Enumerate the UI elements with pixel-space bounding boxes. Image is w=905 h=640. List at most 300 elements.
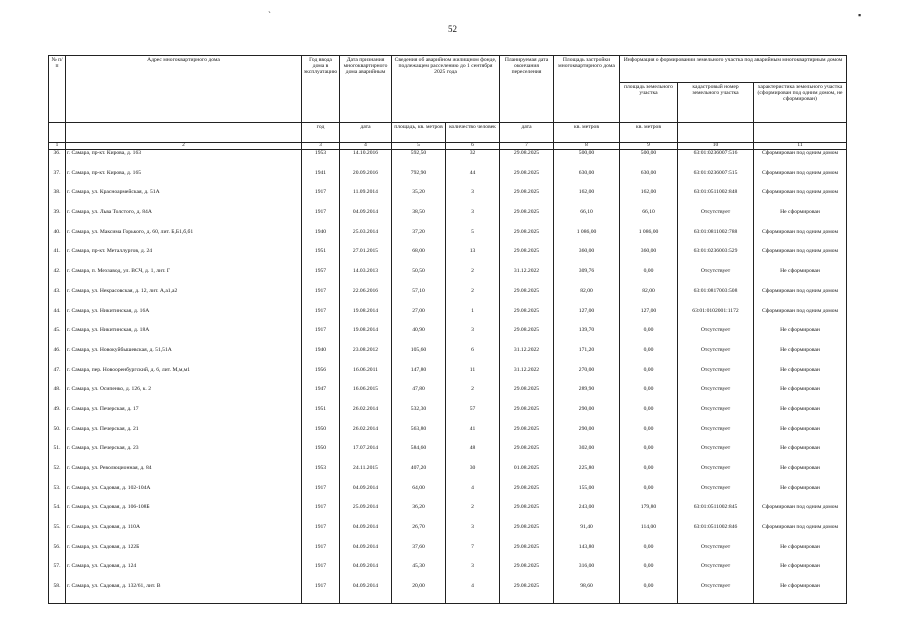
year-cell: 1950 bbox=[302, 426, 340, 446]
building-area-cell: 270,00 bbox=[554, 367, 620, 387]
row-number: 56. bbox=[49, 544, 66, 564]
row-number: 37. bbox=[49, 170, 66, 190]
land-area-cell: 360,00 bbox=[620, 248, 678, 268]
area-cell: 45,30 bbox=[392, 563, 446, 583]
table-row bbox=[49, 445, 847, 465]
year-cell: 1917 bbox=[302, 504, 340, 524]
recognized-date-cell: 04.09.2014 bbox=[340, 485, 392, 505]
address-cell: г. Самара, ул. Печерская, д. 23 bbox=[66, 445, 302, 465]
building-area-cell: 139,70 bbox=[554, 327, 620, 347]
year-cell: 1957 bbox=[302, 268, 340, 288]
recognized-date-cell: 20.09.2016 bbox=[340, 170, 392, 190]
people-cell: 7 bbox=[446, 544, 500, 564]
address-cell: г. Самара, ул. Садовая, д. 106-108Б bbox=[66, 504, 302, 524]
cadastral-cell: Отсутствует bbox=[678, 544, 754, 564]
page-number: 52 bbox=[448, 24, 457, 34]
land-char-cell: Не сформирован bbox=[754, 347, 847, 367]
land-area-cell: 0,00 bbox=[620, 347, 678, 367]
table-row bbox=[49, 563, 847, 583]
table-row bbox=[49, 465, 847, 485]
cadastral-cell: 63:01:0511002:845 bbox=[678, 504, 754, 524]
planned-date-cell: 29.08.2025 bbox=[500, 209, 554, 229]
table-row bbox=[49, 150, 847, 170]
header-unit-empty bbox=[754, 123, 847, 143]
land-char-cell: Сформирован под одним домом bbox=[754, 229, 847, 249]
planned-date-cell: 29.08.2025 bbox=[500, 229, 554, 249]
land-area-cell: 0,00 bbox=[620, 563, 678, 583]
year-cell: 1947 bbox=[302, 386, 340, 406]
land-area-cell: 127,00 bbox=[620, 308, 678, 328]
year-cell: 1917 bbox=[302, 485, 340, 505]
cadastral-cell: Отсутствует bbox=[678, 347, 754, 367]
land-area-cell: 82,00 bbox=[620, 288, 678, 308]
row-number: 57. bbox=[49, 563, 66, 583]
row-number: 53. bbox=[49, 485, 66, 505]
header-unit-area: площадь, кв. метров bbox=[392, 123, 446, 143]
people-cell: 1 bbox=[446, 308, 500, 328]
people-cell: 30 bbox=[446, 465, 500, 485]
land-char-cell: Сформирован под одним домом bbox=[754, 308, 847, 328]
table-row bbox=[49, 386, 847, 406]
table-row bbox=[49, 189, 847, 209]
table-row bbox=[49, 327, 847, 347]
address-cell: г. Самара, ул. Красноармейская, д. 51А bbox=[66, 189, 302, 209]
land-area-cell: 179,80 bbox=[620, 504, 678, 524]
planned-date-cell: 29.08.2025 bbox=[500, 170, 554, 190]
land-area-cell: 114,00 bbox=[620, 524, 678, 544]
row-number: 42. bbox=[49, 268, 66, 288]
people-cell: 57 bbox=[446, 406, 500, 426]
address-cell: г. Самара, пр-кт. Металлургов, д. 24 bbox=[66, 248, 302, 268]
building-area-cell: 309,76 bbox=[554, 268, 620, 288]
area-cell: 147,80 bbox=[392, 367, 446, 387]
people-cell: 11 bbox=[446, 367, 500, 387]
corner-mark-right: ▪ bbox=[858, 10, 862, 20]
land-char-cell: Сформирован под одним домом bbox=[754, 170, 847, 190]
building-area-cell: 98,60 bbox=[554, 583, 620, 603]
building-area-cell: 155,00 bbox=[554, 485, 620, 505]
planned-date-cell: 31.12.2022 bbox=[500, 347, 554, 367]
recognized-date-cell: 25.03.2014 bbox=[340, 229, 392, 249]
cadastral-cell: Отсутствует bbox=[678, 367, 754, 387]
area-cell: 26,70 bbox=[392, 524, 446, 544]
area-cell: 584,60 bbox=[392, 445, 446, 465]
people-cell: 3 bbox=[446, 189, 500, 209]
planned-date-cell: 29.08.2025 bbox=[500, 504, 554, 524]
row-number: 40. bbox=[49, 229, 66, 249]
people-cell: 5 bbox=[446, 229, 500, 249]
land-char-cell: Не сформирован bbox=[754, 327, 847, 347]
land-area-cell: 0,00 bbox=[620, 583, 678, 603]
col-number: 3 bbox=[302, 143, 340, 150]
year-cell: 1917 bbox=[302, 288, 340, 308]
address-cell: г. Самара, ул. Никитинская, д. 16А bbox=[66, 308, 302, 328]
row-number: 45. bbox=[49, 327, 66, 347]
header-address: Адрес многоквартирного дома bbox=[66, 56, 302, 123]
land-area-cell: 0,00 bbox=[620, 406, 678, 426]
people-cell: 6 bbox=[446, 347, 500, 367]
building-area-cell: 290,00 bbox=[554, 426, 620, 446]
land-area-cell: 0,00 bbox=[620, 327, 678, 347]
recognized-date-cell: 17.07.2014 bbox=[340, 445, 392, 465]
col-number: 11 bbox=[754, 143, 847, 150]
address-cell: г. Самара, пр-кт. Кирова, д. 163 bbox=[66, 150, 302, 170]
building-area-cell: 162,00 bbox=[554, 189, 620, 209]
table-row bbox=[49, 347, 847, 367]
planned-date-cell: 31.12.2022 bbox=[500, 367, 554, 387]
building-area-cell: 316,00 bbox=[554, 563, 620, 583]
cadastral-cell: Отсутствует bbox=[678, 563, 754, 583]
building-area-cell: 82,00 bbox=[554, 288, 620, 308]
building-area-cell: 302,00 bbox=[554, 445, 620, 465]
recognized-date-cell: 23.08.2012 bbox=[340, 347, 392, 367]
table-row bbox=[49, 288, 847, 308]
year-cell: 1917 bbox=[302, 524, 340, 544]
year-cell: 1941 bbox=[302, 170, 340, 190]
area-cell: 27,00 bbox=[392, 308, 446, 328]
row-number: 38. bbox=[49, 189, 66, 209]
header-planned-date: Планируемая дата окончания переселения bbox=[500, 56, 554, 123]
table-row bbox=[49, 504, 847, 524]
recognized-date-cell: 19.08.2014 bbox=[340, 308, 392, 328]
people-cell: 2 bbox=[446, 288, 500, 308]
address-cell: г. Самара, пр-кт. Кирова, д. 165 bbox=[66, 170, 302, 190]
people-cell: 2 bbox=[446, 268, 500, 288]
people-cell: 3 bbox=[446, 209, 500, 229]
year-cell: 1917 bbox=[302, 563, 340, 583]
col-number: 5 bbox=[392, 143, 446, 150]
recognized-date-cell: 16.06.2015 bbox=[340, 386, 392, 406]
recognized-date-cell: 26.02.2014 bbox=[340, 406, 392, 426]
land-char-cell: Не сформирован bbox=[754, 465, 847, 485]
cadastral-cell: Отсутствует bbox=[678, 386, 754, 406]
people-cell: 3 bbox=[446, 524, 500, 544]
building-area-cell: 289,90 bbox=[554, 386, 620, 406]
planned-date-cell: 29.08.2025 bbox=[500, 406, 554, 426]
recognized-date-cell: 04.09.2014 bbox=[340, 524, 392, 544]
address-cell: г. Самара, ул. Некрасовская, д. 12, лит. А,а1,а2 bbox=[66, 288, 302, 308]
row-number: 51. bbox=[49, 445, 66, 465]
planned-date-cell: 29.08.2025 bbox=[500, 327, 554, 347]
address-cell: г. Самара, ул. Осипенко, д. 126, к. 2 bbox=[66, 386, 302, 406]
col-number: 2 bbox=[66, 143, 302, 150]
building-area-cell: 91,40 bbox=[554, 524, 620, 544]
recognized-date-cell: 11.09.2014 bbox=[340, 189, 392, 209]
recognized-date-cell: 04.09.2014 bbox=[340, 544, 392, 564]
header-unit-sqm: кв. метров bbox=[554, 123, 620, 143]
cadastral-cell: Отсутствует bbox=[678, 583, 754, 603]
row-number: 55. bbox=[49, 524, 66, 544]
building-area-cell: 171,20 bbox=[554, 347, 620, 367]
row-number: 43. bbox=[49, 288, 66, 308]
area-cell: 47,80 bbox=[392, 386, 446, 406]
planned-date-cell: 29.08.2025 bbox=[500, 189, 554, 209]
land-char-cell: Сформирован под одним домом bbox=[754, 248, 847, 268]
planned-date-cell: 29.08.2025 bbox=[500, 288, 554, 308]
header-unit-sqm2: кв. метров bbox=[620, 123, 678, 143]
area-cell: 40,90 bbox=[392, 327, 446, 347]
area-cell: 532,30 bbox=[392, 406, 446, 426]
header-unit-date2: дата bbox=[500, 123, 554, 143]
planned-date-cell: 29.08.2025 bbox=[500, 485, 554, 505]
address-cell: г. Самара, ул. Никитинская, д. 18А bbox=[66, 327, 302, 347]
building-area-cell: 290,00 bbox=[554, 406, 620, 426]
cadastral-cell: 63:01:0817003:508 bbox=[678, 288, 754, 308]
cadastral-cell: Отсутствует bbox=[678, 327, 754, 347]
land-area-cell: 0,00 bbox=[620, 426, 678, 446]
table-row bbox=[49, 544, 847, 564]
area-cell: 64,00 bbox=[392, 485, 446, 505]
cadastral-cell: 63:01:0511002:848 bbox=[678, 189, 754, 209]
year-cell: 1951 bbox=[302, 248, 340, 268]
year-cell: 1917 bbox=[302, 209, 340, 229]
area-cell: 407,20 bbox=[392, 465, 446, 485]
header-building-area: Площадь застройки многоквартирного дома bbox=[554, 56, 620, 123]
col-number: 9 bbox=[620, 143, 678, 150]
planned-date-cell: 29.08.2025 bbox=[500, 445, 554, 465]
header-year: Год ввода дома в эксплуатацию bbox=[302, 56, 340, 123]
planned-date-cell: 29.08.2025 bbox=[500, 583, 554, 603]
table-row bbox=[49, 170, 847, 190]
table-row bbox=[49, 367, 847, 387]
header-unit-empty bbox=[678, 123, 754, 143]
building-area-cell: 243,00 bbox=[554, 504, 620, 524]
building-area-cell: 1 086,00 bbox=[554, 229, 620, 249]
cadastral-cell: Отсутствует bbox=[678, 426, 754, 446]
land-char-cell: Сформирован под одним домом bbox=[754, 150, 847, 170]
address-cell: г. Самара, ул. Печерская, д. 21 bbox=[66, 426, 302, 446]
header-unit-people: количество человек bbox=[446, 123, 500, 143]
row-number: 48. bbox=[49, 386, 66, 406]
col-number: 1 bbox=[49, 143, 66, 150]
area-cell: 105,60 bbox=[392, 347, 446, 367]
year-cell: 1953 bbox=[302, 150, 340, 170]
people-cell: 2 bbox=[446, 504, 500, 524]
area-cell: 592,50 bbox=[392, 150, 446, 170]
land-char-cell: Сформирован под одним домом bbox=[754, 524, 847, 544]
year-cell: 1917 bbox=[302, 583, 340, 603]
area-cell: 50,50 bbox=[392, 268, 446, 288]
col-number: 7 bbox=[500, 143, 554, 150]
table-row bbox=[49, 485, 847, 505]
col-number: 10 bbox=[678, 143, 754, 150]
header-land-area: площадь земельного участка bbox=[620, 83, 678, 123]
land-area-cell: 0,00 bbox=[620, 445, 678, 465]
land-area-cell: 630,00 bbox=[620, 170, 678, 190]
building-area-cell: 630,00 bbox=[554, 170, 620, 190]
planned-date-cell: 29.08.2025 bbox=[500, 248, 554, 268]
address-cell: г. Самара, ул. Революционная, д. 84 bbox=[66, 465, 302, 485]
people-cell: 48 bbox=[446, 445, 500, 465]
year-cell: 1917 bbox=[302, 308, 340, 328]
year-cell: 1940 bbox=[302, 347, 340, 367]
address-cell: г. Самара, ул. Садовая, д. 132/61, лит. В bbox=[66, 583, 302, 603]
address-cell: г. Самара, пер. Новооренбургский, д. 6, лит. М,м,м1 bbox=[66, 367, 302, 387]
area-cell: 37,60 bbox=[392, 544, 446, 564]
planned-date-cell: 29.08.2025 bbox=[500, 524, 554, 544]
area-cell: 20,00 bbox=[392, 583, 446, 603]
planned-date-cell: 29.08.2025 bbox=[500, 308, 554, 328]
people-cell: 13 bbox=[446, 248, 500, 268]
row-number: 39. bbox=[49, 209, 66, 229]
building-area-cell: 500,00 bbox=[554, 150, 620, 170]
land-char-cell: Сформирован под одним домом bbox=[754, 189, 847, 209]
land-char-cell: Не сформирован bbox=[754, 209, 847, 229]
recognized-date-cell: 16.06.2011 bbox=[340, 367, 392, 387]
land-area-cell: 66,10 bbox=[620, 209, 678, 229]
row-number: 36. bbox=[49, 150, 66, 170]
cadastral-cell: 63:01:0236007:516 bbox=[678, 150, 754, 170]
recognized-date-cell: 19.08.2014 bbox=[340, 327, 392, 347]
land-char-cell: Не сформирован bbox=[754, 544, 847, 564]
cadastral-cell: 63:01:0102001:1172 bbox=[678, 308, 754, 328]
building-area-cell: 225,80 bbox=[554, 465, 620, 485]
area-cell: 37,20 bbox=[392, 229, 446, 249]
address-cell: г. Самара, п. Мехзавод, ул. ВСЧ, д. 1, лит. Г bbox=[66, 268, 302, 288]
address-cell: г. Самара, ул. Садовая, д. 122Б bbox=[66, 544, 302, 564]
table-row bbox=[49, 209, 847, 229]
row-number: 47. bbox=[49, 367, 66, 387]
table-row bbox=[49, 229, 847, 249]
land-char-cell: Не сформирован bbox=[754, 406, 847, 426]
emergency-housing-table bbox=[48, 55, 847, 604]
row-number: 44. bbox=[49, 308, 66, 328]
area-cell: 36,20 bbox=[392, 504, 446, 524]
row-number: 50. bbox=[49, 426, 66, 446]
header-land-char: характеристика земельного участка (сформирован под одним домом, не сформирован) bbox=[754, 83, 847, 123]
planned-date-cell: 31.12.2022 bbox=[500, 268, 554, 288]
recognized-date-cell: 14.10.2016 bbox=[340, 150, 392, 170]
col-number: 6 bbox=[446, 143, 500, 150]
land-area-cell: 500,00 bbox=[620, 150, 678, 170]
row-number: 49. bbox=[49, 406, 66, 426]
address-cell: г. Самара, ул. Печерская, д. 17 bbox=[66, 406, 302, 426]
address-cell: г. Самара, ул. Максима Горького, д. 60, лит. Б,Б1,б,б1 bbox=[66, 229, 302, 249]
recognized-date-cell: 22.06.2016 bbox=[340, 288, 392, 308]
land-char-cell: Сформирован под одним домом bbox=[754, 504, 847, 524]
recognized-date-cell: 14.03.2013 bbox=[340, 268, 392, 288]
address-cell: г. Самара, ул. Садовая, д. 110А bbox=[66, 524, 302, 544]
header-land-info: Информация о формировании земельного участка под аварийным многоквартирным домом bbox=[620, 56, 847, 83]
land-char-cell: Не сформирован bbox=[754, 386, 847, 406]
header-fund-info: Сведения об аварийном жилищном фонде, подлежащем расселению до 1 сентября 2025 года bbox=[392, 56, 500, 123]
cadastral-cell: Отсутствует bbox=[678, 465, 754, 485]
land-char-cell: Не сформирован bbox=[754, 367, 847, 387]
people-cell: 3 bbox=[446, 563, 500, 583]
area-cell: 68,00 bbox=[392, 248, 446, 268]
land-char-cell: Не сформирован bbox=[754, 426, 847, 446]
header-cadastral: кадастровый номер земельного участка bbox=[678, 83, 754, 123]
land-area-cell: 0,00 bbox=[620, 465, 678, 485]
recognized-date-cell: 04.09.2014 bbox=[340, 209, 392, 229]
people-cell: 4 bbox=[446, 583, 500, 603]
col-number: 4 bbox=[340, 143, 392, 150]
address-cell: г. Самара, ул. Садовая, д. 124 bbox=[66, 563, 302, 583]
people-cell: 3 bbox=[446, 327, 500, 347]
land-area-cell: 0,00 bbox=[620, 386, 678, 406]
planned-date-cell: 01.08.2025 bbox=[500, 465, 554, 485]
year-cell: 1917 bbox=[302, 189, 340, 209]
land-area-cell: 162,00 bbox=[620, 189, 678, 209]
year-cell: 1950 bbox=[302, 445, 340, 465]
land-area-cell: 0,00 bbox=[620, 367, 678, 387]
planned-date-cell: 29.08.2025 bbox=[500, 150, 554, 170]
cadastral-cell: 63:01:0236007:515 bbox=[678, 170, 754, 190]
people-cell: 4 bbox=[446, 485, 500, 505]
land-area-cell: 1 086,00 bbox=[620, 229, 678, 249]
recognized-date-cell: 24.11.2015 bbox=[340, 465, 392, 485]
year-cell: 1953 bbox=[302, 465, 340, 485]
building-area-cell: 143,80 bbox=[554, 544, 620, 564]
header-unit-empty bbox=[66, 123, 302, 143]
land-area-cell: 0,00 bbox=[620, 485, 678, 505]
row-number: 54. bbox=[49, 504, 66, 524]
people-cell: 44 bbox=[446, 170, 500, 190]
people-cell: 2 bbox=[446, 386, 500, 406]
row-number: 41. bbox=[49, 248, 66, 268]
cadastral-cell: 63:01:0236003:529 bbox=[678, 248, 754, 268]
address-cell: г. Самара, ул. Садовая, д. 102-104А bbox=[66, 485, 302, 505]
land-char-cell: Не сформирован bbox=[754, 563, 847, 583]
cadastral-cell: Отсутствует bbox=[678, 268, 754, 288]
land-char-cell: Не сформирован bbox=[754, 583, 847, 603]
cadastral-cell: Отсутствует bbox=[678, 406, 754, 426]
row-number: 52. bbox=[49, 465, 66, 485]
year-cell: 1956 bbox=[302, 367, 340, 387]
area-cell: 38,50 bbox=[392, 209, 446, 229]
address-cell: г. Самара, ул. Новокуйбышевская, д. 51,51А bbox=[66, 347, 302, 367]
cadastral-cell: Отсутствует bbox=[678, 485, 754, 505]
people-cell: 41 bbox=[446, 426, 500, 446]
land-area-cell: 0,00 bbox=[620, 268, 678, 288]
recognized-date-cell: 26.02.2014 bbox=[340, 426, 392, 446]
row-number: 58. bbox=[49, 583, 66, 603]
recognized-date-cell: 04.09.2014 bbox=[340, 583, 392, 603]
building-area-cell: 127,00 bbox=[554, 308, 620, 328]
cadastral-cell: Отсутствует bbox=[678, 445, 754, 465]
recognized-date-cell: 27.01.2015 bbox=[340, 248, 392, 268]
table-row bbox=[49, 308, 847, 328]
land-char-cell: Не сформирован bbox=[754, 485, 847, 505]
recognized-date-cell: 25.09.2014 bbox=[340, 504, 392, 524]
year-cell: 1917 bbox=[302, 327, 340, 347]
area-cell: 792,90 bbox=[392, 170, 446, 190]
planned-date-cell: 29.08.2025 bbox=[500, 426, 554, 446]
planned-date-cell: 29.08.2025 bbox=[500, 544, 554, 564]
table-row bbox=[49, 524, 847, 544]
year-cell: 1951 bbox=[302, 406, 340, 426]
cadastral-cell: 63:01:0811002:788 bbox=[678, 229, 754, 249]
cadastral-cell: Отсутствует bbox=[678, 209, 754, 229]
header-unit-empty bbox=[49, 123, 66, 143]
table-row bbox=[49, 406, 847, 426]
row-number: 46. bbox=[49, 347, 66, 367]
cadastral-cell: 63:01:0511002:846 bbox=[678, 524, 754, 544]
year-cell: 1940 bbox=[302, 229, 340, 249]
area-cell: 563,80 bbox=[392, 426, 446, 446]
land-char-cell: Не сформирован bbox=[754, 268, 847, 288]
header-unit-date: дата bbox=[340, 123, 392, 143]
building-area-cell: 66,10 bbox=[554, 209, 620, 229]
table-row bbox=[49, 248, 847, 268]
building-area-cell: 360,00 bbox=[554, 248, 620, 268]
table-row bbox=[49, 583, 847, 603]
col-number: 8 bbox=[554, 143, 620, 150]
area-cell: 35,20 bbox=[392, 189, 446, 209]
land-char-cell: Сформирован под одним домом bbox=[754, 288, 847, 308]
land-char-cell: Не сформирован bbox=[754, 445, 847, 465]
header-num: № п/п bbox=[49, 56, 66, 123]
